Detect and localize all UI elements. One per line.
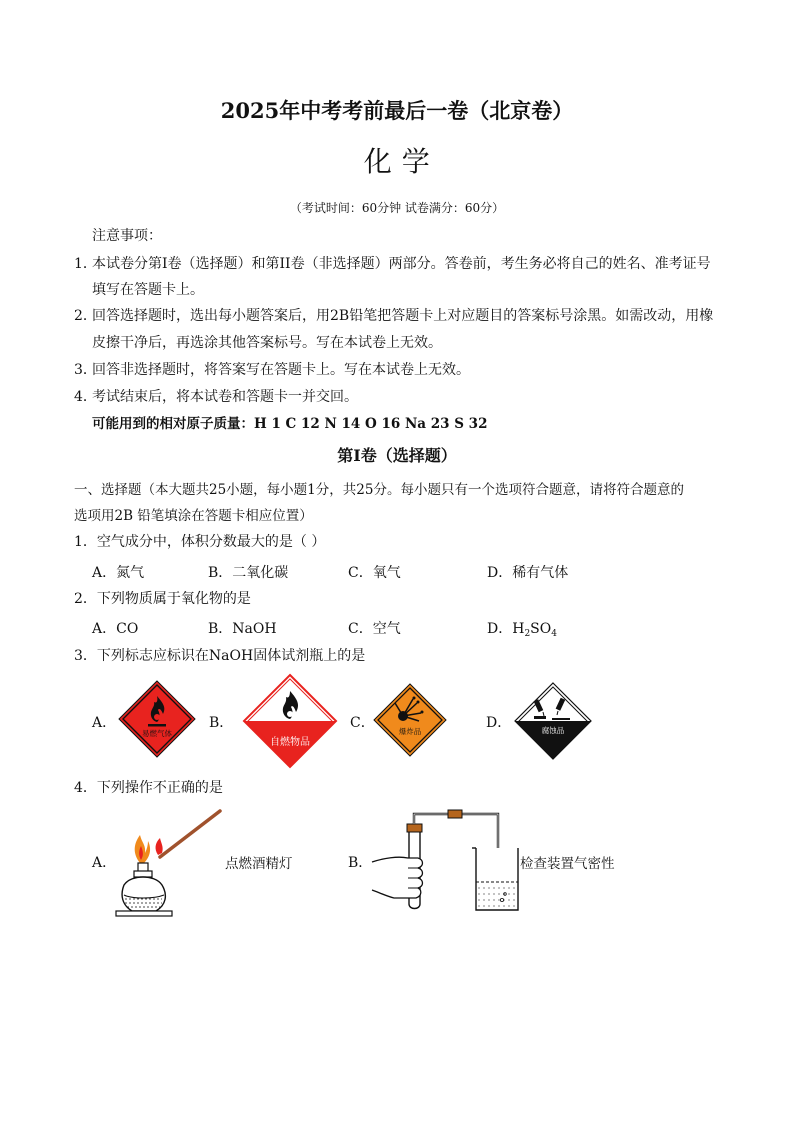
exam-info: （考试时间：60分钟 试卷满分：60分） [289,201,505,215]
q1-option-b[interactable]: B．二氧化碳 [208,565,289,581]
q1-option-c[interactable]: C．氧气 [348,565,401,581]
page-title: 2025年中考考前最后一卷（北京卷） [220,98,574,123]
section-instructions-line1: 一、选择题（本大题共25小题，每小题1分，共25分。每小题只有一个选项符合题意，请将符合题意的 [74,482,684,498]
notice-item-2-line1: 回答选择题时，选出每小题答案后，用2B铅笔把答题卡上对应题目的答案标号涂黑。如需改动，用橡 [92,308,714,324]
q1-option-d[interactable]: D．稀有气体 [487,565,569,581]
airtightness-check-illustration [372,810,532,915]
q4-caption-a: 点燃酒精灯 [225,856,293,872]
notice-num-2: 2． [74,308,97,324]
q3-option-c[interactable]: C． [350,715,375,731]
section-title: 第I卷（选择题） [337,446,457,465]
q2-option-d[interactable] [487,618,557,639]
q2-option-d-sub2: 4 [551,629,557,639]
flammable-gas-sign [118,680,196,758]
explosive-sign [373,683,447,757]
notice-item-3: 回答非选择题时，将答案写在答题卡上。写在本试卷上无效。 [92,362,470,378]
sign-text-spontaneous: 自燃物品 [270,737,310,748]
q3-option-d[interactable]: D． [486,715,512,731]
notice-heading: 注意事项： [92,228,162,244]
q2-option-d-sub1: 2 [524,629,531,639]
q1-stem: 1．空气成分中，体积分数最大的是（ ） [74,534,326,550]
notice-item-1-line1: 本试卷分第I卷（选择题）和第II卷（非选择题）两部分。答卷前，考生务必将自己的姓名、准考证号 [92,256,711,272]
notice-num-1: 1． [74,256,97,272]
q2-option-d-mid: SO [530,621,552,637]
q4-caption-b: 检查装置气密性 [520,856,615,872]
q3-option-b[interactable]: B． [209,715,234,731]
q2-option-a[interactable]: A．CO [92,621,139,637]
notice-num-3: 3． [74,362,97,378]
q3-stem: 3．下列标志应标识在NaOH固体试剂瓶上的是 [74,648,366,664]
q1-option-a[interactable]: A．氮气 [92,565,145,581]
q4-option-b[interactable]: B． [348,855,373,871]
q2-option-b[interactable]: B．NaOH [208,621,277,637]
q4-stem: 4．下列操作不正确的是 [74,780,223,796]
q4-option-a[interactable]: A． [92,855,117,871]
sign-text-explosive: 爆炸品 [398,727,422,736]
subject-title: 化 学 [363,145,431,178]
match-stick-icon [160,811,220,857]
sign-text-flammable-gas: 易燃气体 [142,729,172,738]
spontaneous-combustion-sign [242,673,338,769]
atomic-masses: 可能用到的相对原子质量：H 1 C 12 N 14 O 16 Na 23 S 32 [92,416,488,432]
q3-option-a[interactable]: A． [92,715,117,731]
hand-icon [372,857,423,898]
section-instructions-line2: 选项用2B 铅笔填涂在答题卡相应位置） [74,508,313,524]
notice-item-2-line2: 皮擦干净后，再选涂其他答案标号。写在本试卷上无效。 [92,335,442,351]
alcohol-lamp-illustration [112,805,228,920]
q2-stem: 2．下列物质属于氧化物的是 [74,591,251,607]
q2-option-d-prefix: D．H [487,621,525,637]
q2-option-c[interactable]: C．空气 [348,621,401,637]
notice-item-1-line2: 填写在答题卡上。 [92,282,204,298]
flame-icon [135,835,163,863]
beaker-icon [472,848,518,910]
notice-item-4: 考试结束后，将本试卷和答题卡一并交回。 [92,389,358,405]
sign-text-corrosive: 腐蚀品 [541,726,565,735]
corrosive-sign [514,682,592,760]
notice-num-4: 4． [74,389,97,405]
